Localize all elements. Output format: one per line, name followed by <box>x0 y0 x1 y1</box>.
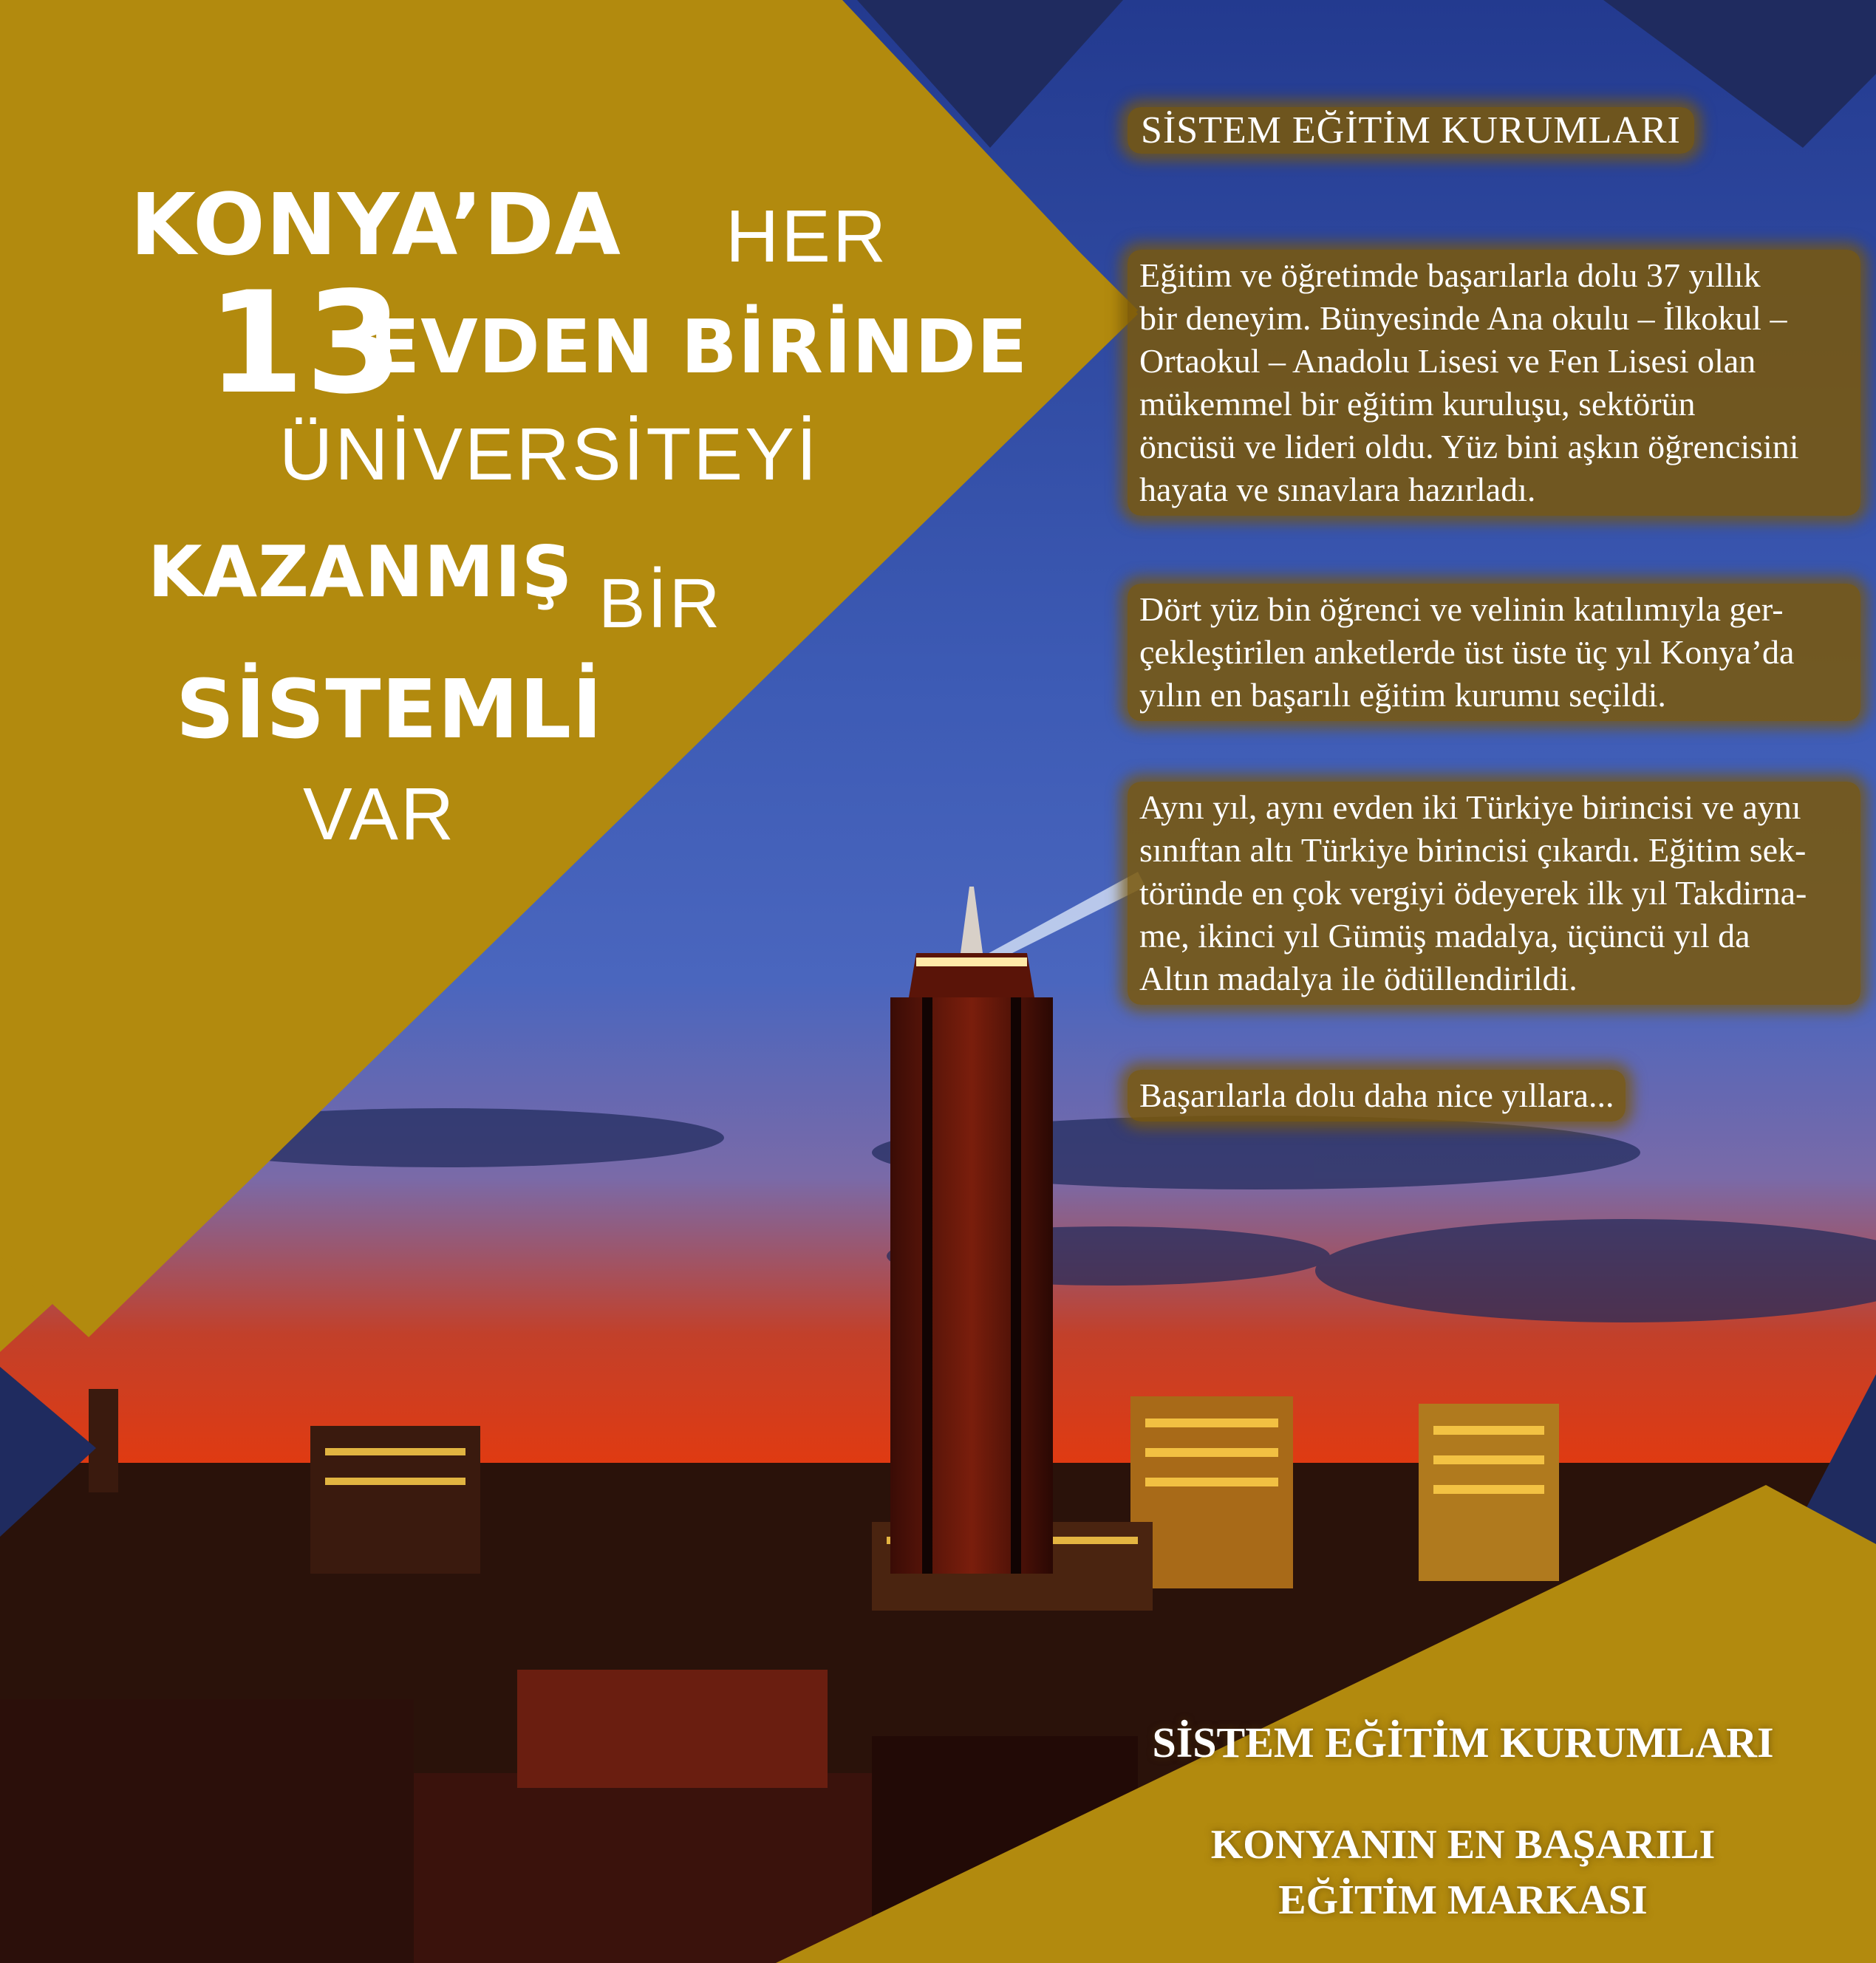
headline-number: 13 <box>207 262 404 425</box>
paragraph-1-line: öncüsü ve lideri oldu. Yüz bini aşkın öğrencisini <box>1139 428 1799 465</box>
headline-bir: BİR <box>598 564 723 643</box>
headline-konyada: KONYA’DA <box>130 176 621 275</box>
paragraph-1-line: bir deneyim. Bünyesinde Ana okulu – İlkokul – <box>1139 299 1787 337</box>
headline-her: HER <box>726 195 889 278</box>
paragraph-4 <box>1128 1070 1626 1122</box>
paragraph-1-line: Eğitim ve öğretimde başarılarla dolu 37 yıllık <box>1139 256 1761 294</box>
selcuklu-tower <box>890 887 1053 1574</box>
paragraph-2-line: çekleştirilen anketlerde üst üste üç yıl Konya’da <box>1139 633 1795 671</box>
headline-kazanmis: KAZANMIŞ <box>148 532 573 613</box>
footer-slogan-line1: KONYANIN EN BAŞARILI <box>1210 1822 1716 1868</box>
paragraph-1-line: hayata ve sınavlara hazırladı. <box>1139 471 1536 508</box>
paragraph-2-line: Dört yüz bin öğrenci ve velinin katılımıyla ger- <box>1139 590 1784 628</box>
paragraph-2 <box>1128 584 1860 721</box>
footer-brand: SİSTEM EĞİTİM KURUMLARI <box>1152 1718 1774 1766</box>
headline-evden-birinde: EVDEN BİRİNDE <box>369 304 1029 390</box>
paragraph-3-line: Aynı yıl, aynı evden iki Türkiye birincisi ve aynı <box>1139 788 1801 826</box>
paragraph-1 <box>1128 250 1860 516</box>
headline-universiteyi: ÜNİVERSİTEYİ <box>279 413 819 496</box>
paragraph-3-line: töründe en çok vergiyi ödeyerek ilk yıl Takdirna- <box>1139 874 1807 912</box>
paragraph-3-line: me, ikinci yıl Gümüş madalya, üçüncü yıl da <box>1139 917 1750 955</box>
headline-var: VAR <box>303 773 457 856</box>
paragraph-3-line: Altın madalya ile ödüllendirildi. <box>1139 960 1577 997</box>
brand-title: SİSTEM EĞİTİM KURUMLARI <box>1128 107 1694 154</box>
paragraph-1-line: mükemmel bir eğitim kuruluşu, sektörün <box>1139 385 1696 423</box>
paragraph-3-line: sınıftan altı Türkiye birincisi çıkardı. Eğitim sek- <box>1139 831 1807 869</box>
paragraph-2-line: yılın en başarılı eğitim kurumu seçildi. <box>1139 676 1666 714</box>
paragraph-3 <box>1128 782 1860 1005</box>
footer-slogan-line2: EĞİTİM MARKASI <box>1278 1877 1648 1923</box>
paragraph-1-line: Ortaokul – Anadolu Lisesi ve Fen Lisesi olan <box>1139 342 1756 380</box>
paragraph-4-line: Başarılarla dolu daha nice yıllara... <box>1139 1076 1614 1114</box>
headline-sistemli: SİSTEMLİ <box>176 662 604 757</box>
